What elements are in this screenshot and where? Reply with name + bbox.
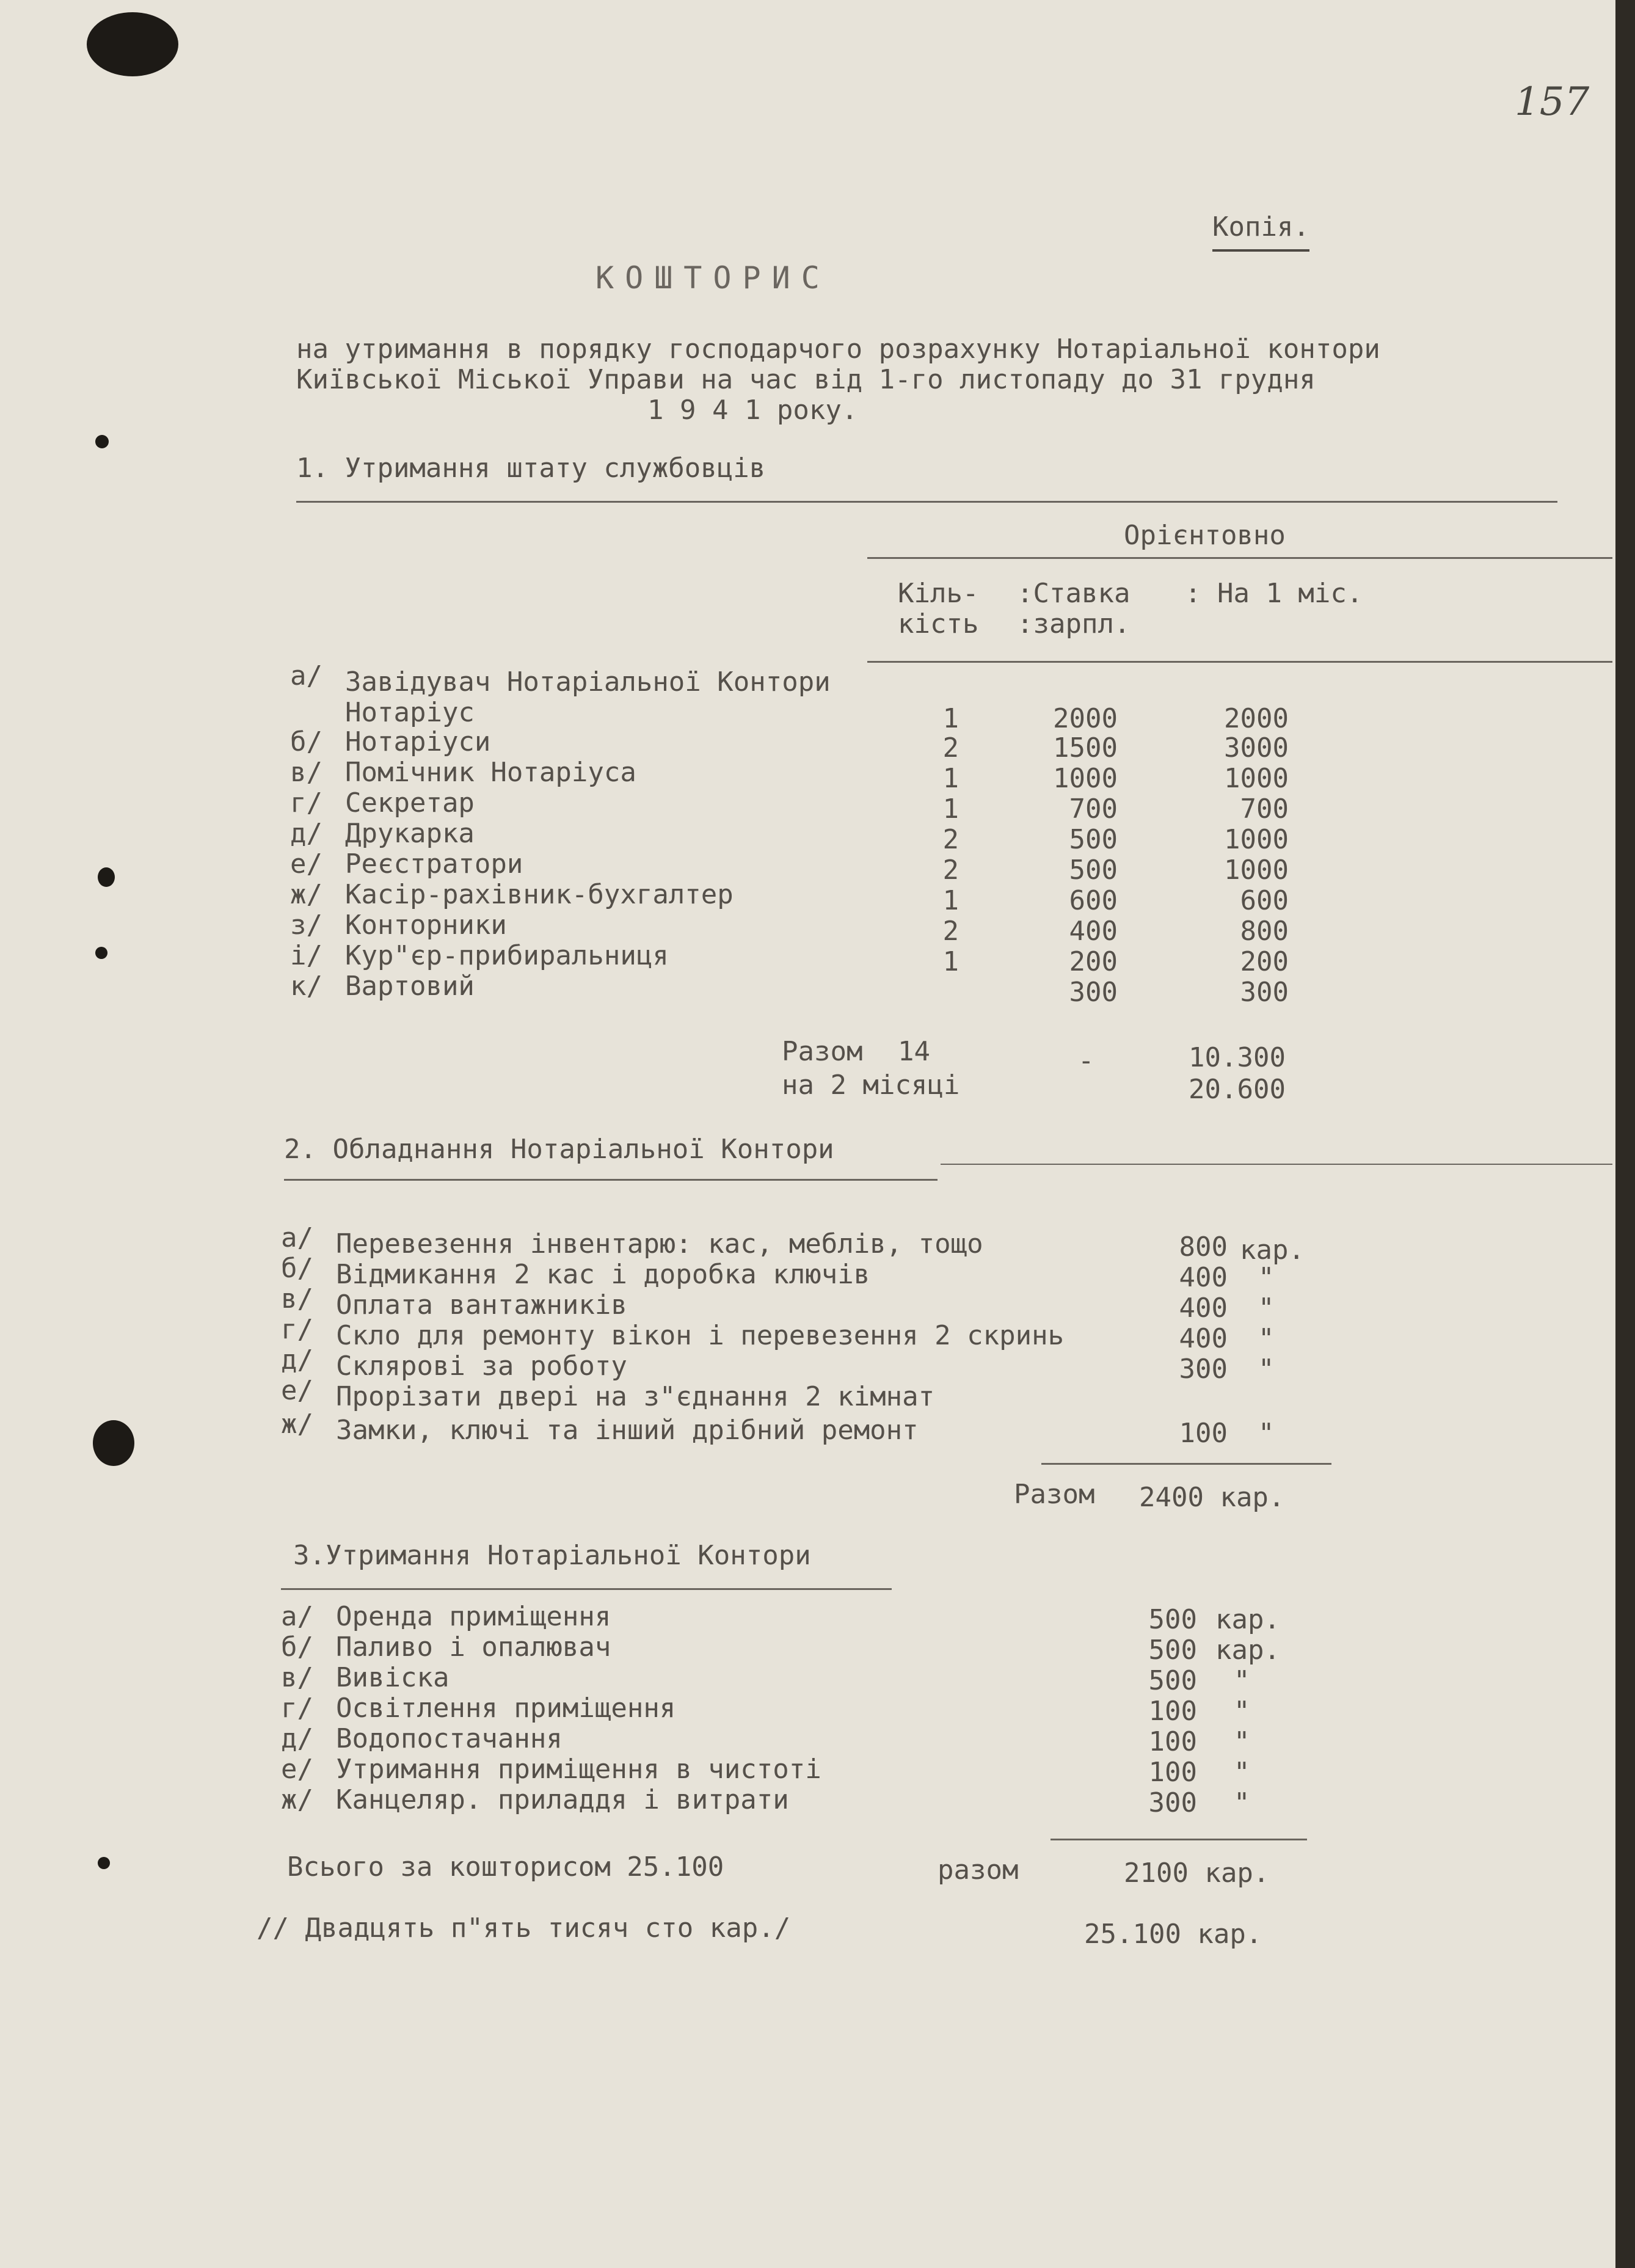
row-key: г/ <box>290 787 322 819</box>
row-label: Вартовий <box>345 971 475 1002</box>
section-2-total-label: Разом <box>1014 1479 1095 1510</box>
item-unit: " <box>1234 1665 1250 1696</box>
row-label: Конторники <box>345 910 507 941</box>
item-label: Оренда приміщення <box>336 1601 611 1632</box>
item-unit: кар. <box>1240 1234 1305 1266</box>
item-amount: 100 <box>1148 1757 1197 1788</box>
row-month: 1000 <box>1224 824 1289 855</box>
row-rate: 700 <box>1069 793 1118 825</box>
row-rate: 500 <box>1069 855 1118 886</box>
row-label: Нотаріуси <box>345 726 491 757</box>
col-month: : На 1 міс. <box>1185 578 1363 609</box>
row-label: Касір-рахівник-бухгалтер <box>345 879 734 910</box>
row-key: ж/ <box>290 879 322 910</box>
row-rate: 200 <box>1069 946 1118 977</box>
row-label: Помічник Нотаріуса <box>345 757 636 788</box>
item-amount: 800 <box>1179 1231 1228 1263</box>
total-in-words: // Двадцять п"ять тисяч сто кар./ <box>257 1912 791 1944</box>
row-count: 1 <box>942 763 959 794</box>
row-month: 800 <box>1240 916 1289 947</box>
item-key: в/ <box>281 1283 313 1314</box>
item-key: г/ <box>281 1693 313 1724</box>
row-month: 1000 <box>1224 763 1289 794</box>
punch-mark-1 <box>95 435 109 448</box>
row-month: 200 <box>1240 946 1289 977</box>
section-3-total-value: 2100 кар. <box>1124 1858 1270 1889</box>
subtitle-line-2: Київської Міської Управи на час від 1-го листопаду до 31 грудня <box>296 364 1316 395</box>
row-label: Друкарка <box>345 818 475 849</box>
item-unit: " <box>1258 1354 1275 1385</box>
item-unit: " <box>1258 1323 1275 1354</box>
item-key: ж/ <box>281 1784 313 1815</box>
row-rate: 1500 <box>1053 732 1118 764</box>
item-label: Скло для ремонту вікон і перевезення 2 скринь <box>336 1320 1065 1351</box>
item-key: б/ <box>281 1632 313 1663</box>
header-rule-bottom <box>867 661 1612 663</box>
row-rate: 300 <box>1069 977 1118 1008</box>
item-unit: " <box>1258 1293 1275 1324</box>
item-key: г/ <box>281 1314 313 1345</box>
item-label: Перевезення інвентарю: кас, меблів, тощо <box>336 1228 983 1260</box>
section-2-rule <box>284 1179 938 1181</box>
item-amount: 300 <box>1148 1787 1197 1818</box>
item-key: е/ <box>281 1375 313 1406</box>
item-amount: 500 <box>1148 1604 1197 1635</box>
row-key: і/ <box>290 940 322 971</box>
row-key: а/ <box>290 660 322 691</box>
item-amount: 500 <box>1148 1665 1197 1696</box>
item-unit: " <box>1258 1418 1275 1449</box>
item-label: Відмикання 2 кас і доробка ключів <box>336 1259 870 1290</box>
row-key: в/ <box>290 757 322 788</box>
row-rate: 500 <box>1069 824 1118 855</box>
row-key: к/ <box>290 971 322 1002</box>
col-rate-line-1: :Ставка <box>1017 578 1131 609</box>
item-label: Паливо і опалювач <box>336 1632 611 1663</box>
col-count-line-2: кість <box>898 608 979 640</box>
two-months-label: на 2 місяці <box>782 1070 960 1101</box>
row-key: б/ <box>290 726 322 757</box>
section-2-sum-rule <box>1041 1463 1331 1465</box>
subtitle-line-3: 1 9 4 1 року. <box>647 395 858 426</box>
item-key: е/ <box>281 1754 313 1785</box>
item-key: б/ <box>281 1253 313 1284</box>
item-unit: " <box>1234 1787 1250 1818</box>
row-month: 2000 <box>1224 703 1289 734</box>
row-month: 1000 <box>1224 855 1289 886</box>
row-label: Секретар <box>345 787 475 819</box>
section-2-heading: 2. Обладнання Нотаріальної Контори <box>284 1134 834 1165</box>
row-count: 2 <box>942 732 959 764</box>
row-month: 700 <box>1240 793 1289 825</box>
document-title: КОШТОРИС <box>595 260 831 296</box>
row-rate: 600 <box>1069 885 1118 916</box>
section-3-rule <box>281 1588 892 1590</box>
row-label: Реєстратори <box>345 848 523 880</box>
row-label: Нотаріус <box>345 697 475 728</box>
section-2-rule-right <box>941 1164 1612 1165</box>
item-amount: 100 <box>1148 1726 1197 1757</box>
item-label: Вивіска <box>336 1662 450 1693</box>
col-rate-line-2: :зарпл. <box>1017 608 1131 640</box>
item-amount: 100 <box>1148 1696 1197 1727</box>
item-amount: 400 <box>1179 1293 1228 1324</box>
grand-total-value: 25.100 кар. <box>1084 1919 1262 1950</box>
punch-hole-middle <box>93 1420 134 1466</box>
item-unit: " <box>1234 1757 1250 1788</box>
item-label: Прорізати двері на з"єднання 2 кімнат <box>336 1381 935 1412</box>
row-month: 600 <box>1240 885 1289 916</box>
subtitle-line-1: на утримання в порядку господарчого розрахунку Нотаріальної контори <box>296 334 1380 365</box>
item-amount: 500 <box>1148 1635 1197 1666</box>
row-count: 2 <box>942 824 959 855</box>
item-label: Водопостачання <box>336 1723 563 1754</box>
item-key: в/ <box>281 1662 313 1693</box>
item-amount: 300 <box>1179 1354 1228 1385</box>
item-amount: 400 <box>1179 1262 1228 1293</box>
item-label: Канцеляр. приладдя і витрати <box>336 1784 789 1815</box>
row-count: 1 <box>942 946 959 977</box>
item-label: Замки, ключі та інший дрібний ремонт <box>336 1415 919 1446</box>
punch-hole-top <box>87 12 178 76</box>
item-unit: " <box>1258 1262 1275 1293</box>
item-amount: 400 <box>1179 1323 1228 1354</box>
approx-label: Орієнтовно <box>1124 520 1286 551</box>
item-label: Оплата вантажників <box>336 1289 627 1321</box>
item-label: Склярові за роботу <box>336 1351 627 1382</box>
row-month: 3000 <box>1224 732 1289 764</box>
row-label: Завідувач Нотаріальної Контори <box>345 666 831 698</box>
row-label: Кур"єр-прибиральниця <box>345 940 669 971</box>
header-rule-top <box>867 557 1612 559</box>
item-unit: " <box>1234 1726 1250 1757</box>
col-count-line-1: Кіль- <box>898 578 979 609</box>
section-1-total-dash: - <box>1078 1045 1094 1076</box>
punch-mark-4 <box>98 1857 110 1869</box>
item-amount: 100 <box>1179 1418 1228 1449</box>
item-label: Утримання приміщення в чистоті <box>336 1754 821 1785</box>
row-key: з/ <box>290 910 322 941</box>
row-count: 2 <box>942 855 959 886</box>
item-unit: кар. <box>1215 1635 1280 1666</box>
section-1-total-month: 10.300 <box>1189 1042 1286 1073</box>
item-label: Освітлення приміщення <box>336 1693 676 1724</box>
section-1-total-label: Разом <box>782 1036 863 1067</box>
row-month: 300 <box>1240 977 1289 1008</box>
section-1-rule <box>296 501 1557 503</box>
punch-mark-3 <box>95 947 107 959</box>
row-key: д/ <box>290 818 322 849</box>
row-count: 2 <box>942 916 959 947</box>
item-unit: " <box>1234 1696 1250 1727</box>
section-3-sum-rule <box>1051 1839 1307 1840</box>
grand-total-label: Всього за кошторисом 25.100 <box>287 1851 724 1883</box>
row-count: 1 <box>942 793 959 825</box>
item-unit: кар. <box>1215 1604 1280 1635</box>
section-3-heading: 3.Утримання Нотаріальної Контори <box>293 1540 811 1571</box>
row-rate: 400 <box>1069 916 1118 947</box>
row-key: е/ <box>290 848 322 880</box>
row-count: 1 <box>942 703 959 734</box>
section-1-total-count: 14 <box>898 1036 930 1067</box>
punch-mark-2 <box>98 867 115 887</box>
item-key: ж/ <box>281 1409 313 1440</box>
item-key: а/ <box>281 1222 313 1253</box>
page-number: 157 <box>1515 79 1590 125</box>
item-key: а/ <box>281 1601 313 1632</box>
item-key: д/ <box>281 1344 313 1376</box>
section-1-heading: 1. Утримання штату службовців <box>296 453 766 484</box>
section-2-total-value: 2400 кар. <box>1139 1482 1285 1513</box>
row-count: 1 <box>942 885 959 916</box>
item-key: д/ <box>281 1723 313 1754</box>
row-rate: 1000 <box>1053 763 1118 794</box>
two-months-value: 20.600 <box>1189 1074 1286 1105</box>
row-rate: 2000 <box>1053 703 1118 734</box>
section-3-total-label: разом <box>938 1854 1019 1886</box>
copy-label: Копія. <box>1212 214 1309 252</box>
